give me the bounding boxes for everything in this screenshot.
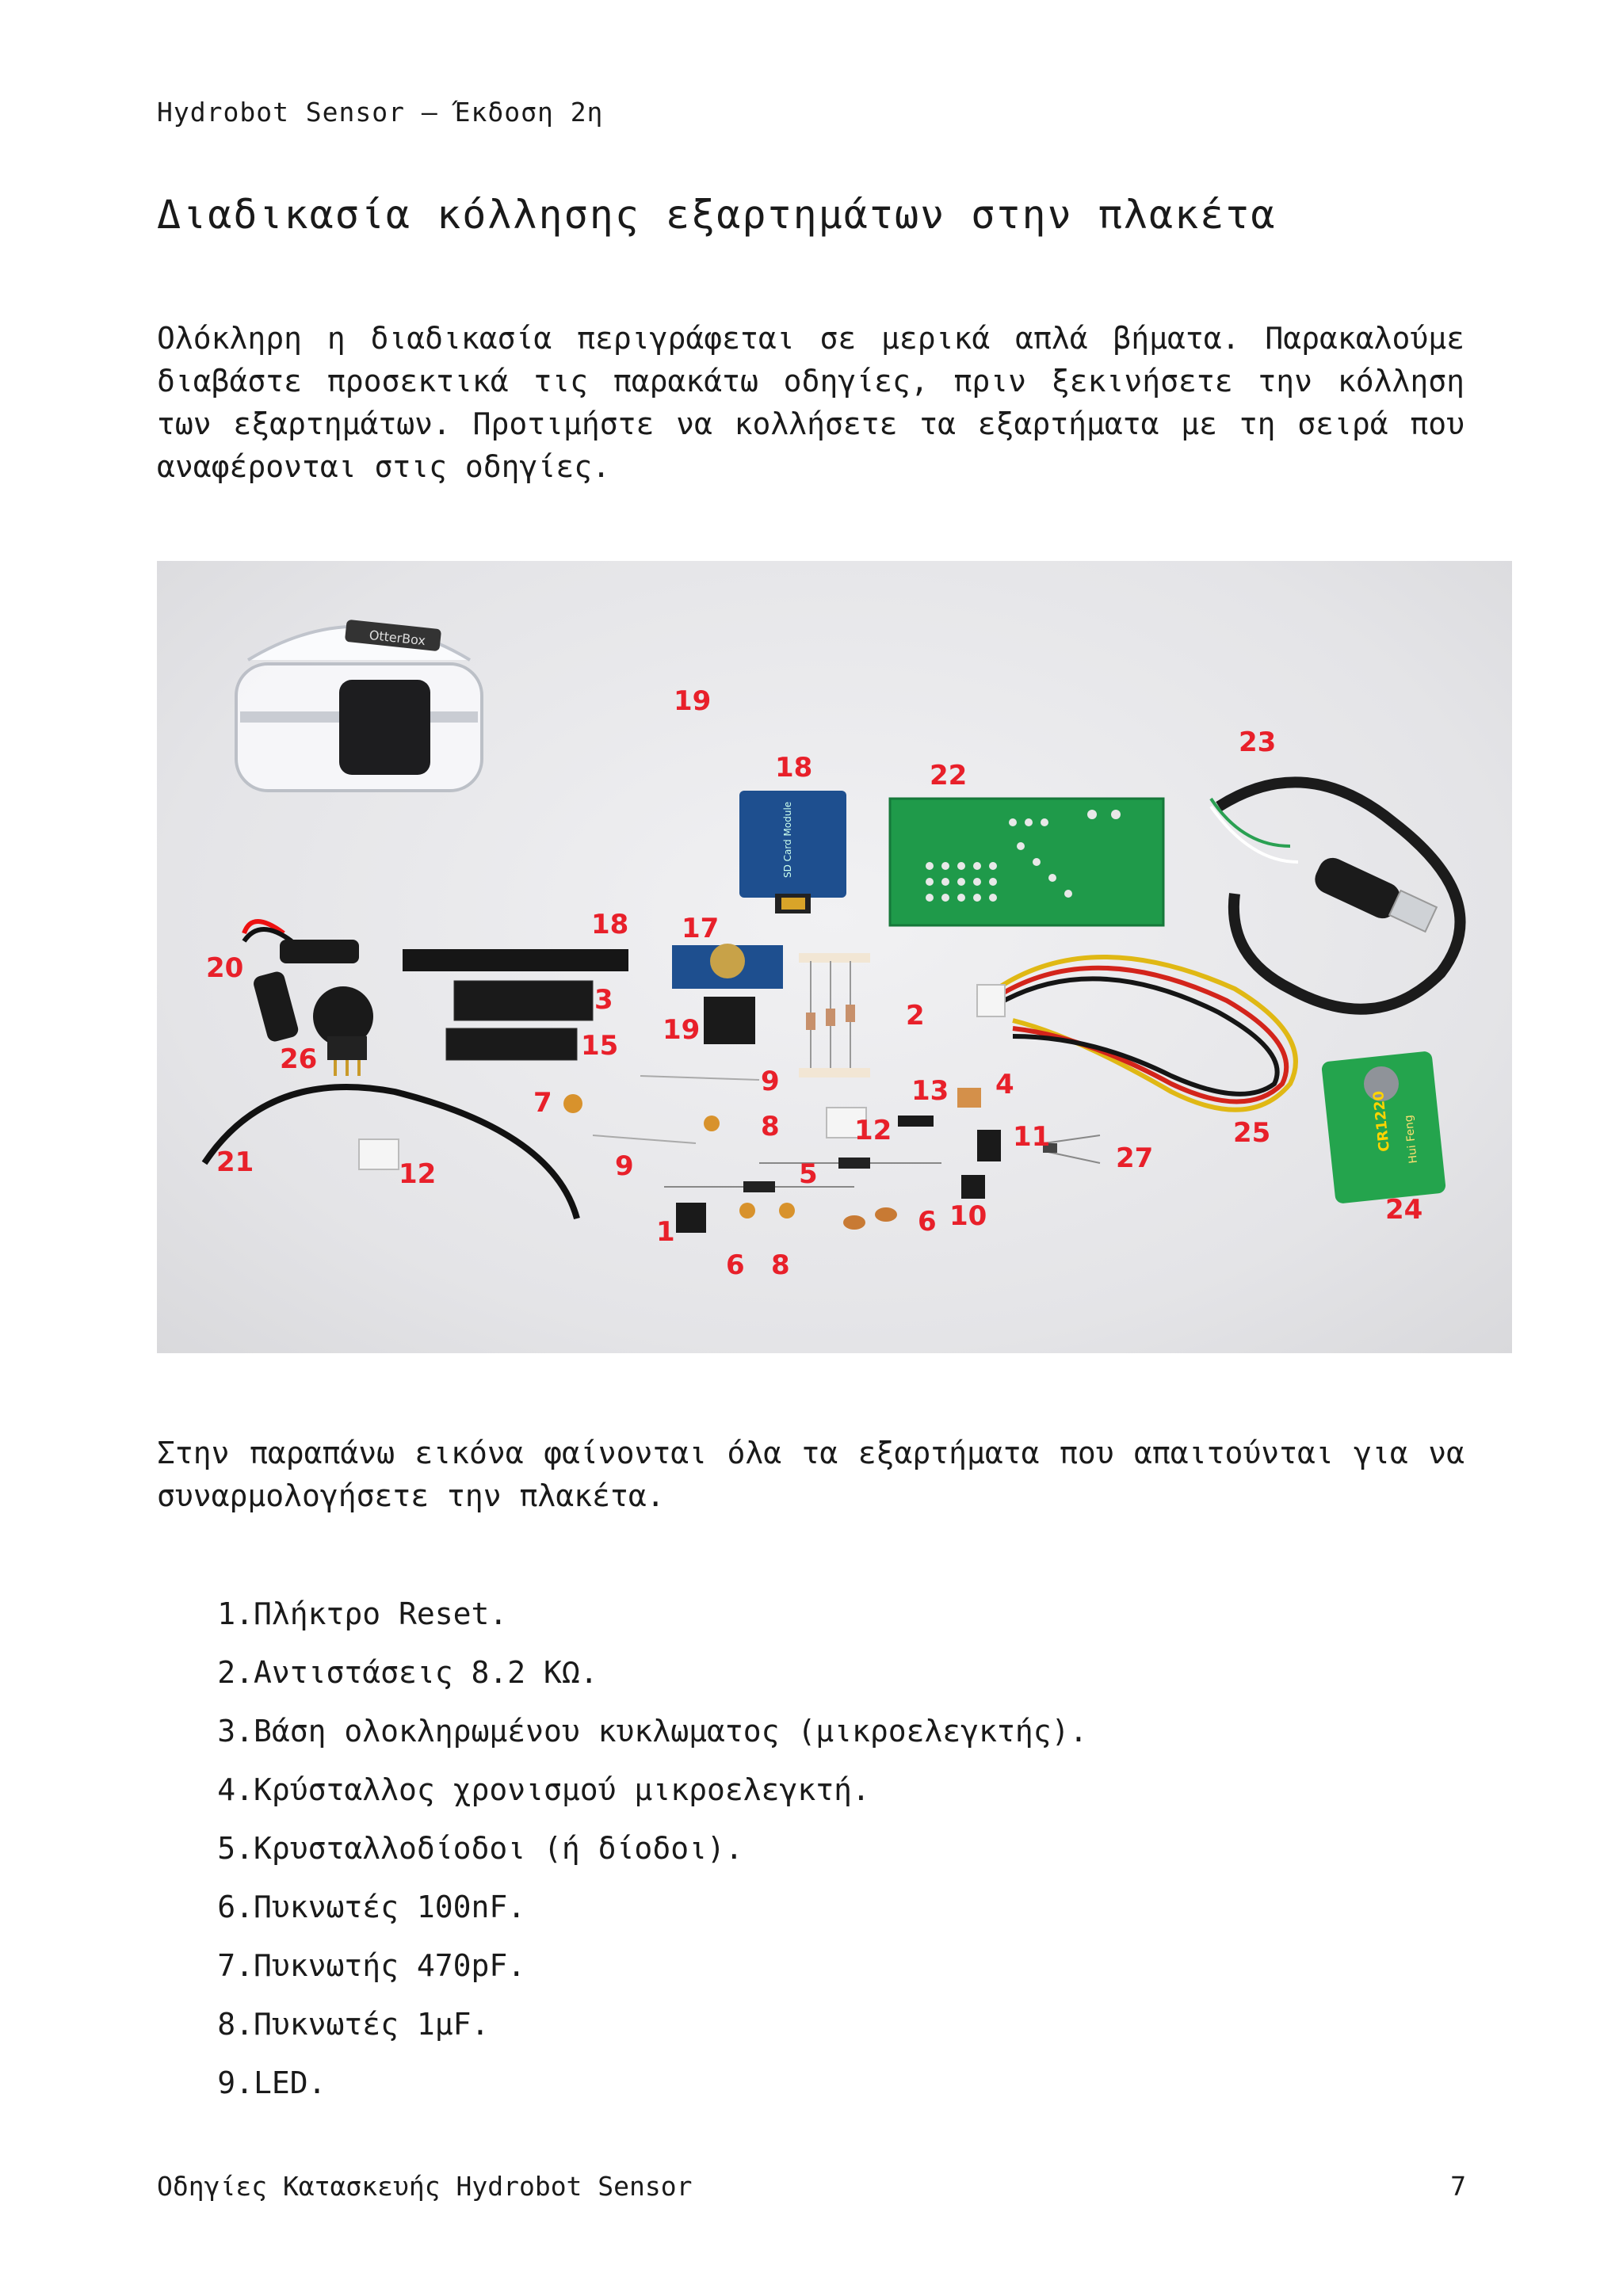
usb-cable [1211,782,1461,1009]
list-number: 5. [217,1831,254,1866]
intro-paragraph: Ολόκληρη η διαδικασία περιγράφεται σε μερικά απλά βήματα. Παρακαλούμε διαβάστε προσεκτικά τις παρακάτω οδηγίες, πριν ξεκινήσετε την κόλληση των εξαρτημάτων. Προτιμήστε να κολλήσετε τα εξαρτήματα με τη σειρά που αναφέρονται στις οδηγίες. [157,321,1465,484]
photo-label: 15 [581,1030,619,1062]
photo-label: 10 [949,1200,987,1232]
photo-label: 1 [656,1216,675,1248]
list-number: 4. [217,1772,254,1807]
list-item [198,1827,1087,1886]
running-header: Hydrobot Sensor – Έκδοση 2η [157,97,604,128]
photo-label: 24 [1385,1194,1423,1226]
leds [593,1076,759,1143]
photo-label: 7 [533,1087,552,1119]
list-item [198,2003,1087,2061]
list-text: Κρύσταλλος χρονισμού μικροελεγκτή. [254,1772,870,1807]
photo-label: 12 [854,1115,892,1146]
components-list [198,1592,1087,2120]
list-text: Αντιστάσεις 8.2 ΚΩ. [254,1655,598,1690]
footer-title: Οδηγίες Κατασκευής Hydrobot Sensor [157,2171,693,2202]
list-text: Πλήκτρο Reset. [254,1596,508,1631]
photo-label: 5 [799,1158,818,1190]
caption-paragraph: Στην παραπάνω εικόνα φαίνονται όλα τα εξαρτήματα που απαιτούνται για να συναρμολογήσετε την πλακέτα. [157,1436,1465,1513]
photo-label: 23 [1239,727,1277,758]
list-text: Πυκνωτές 100nF. [254,1890,526,1924]
photo-label: 25 [1233,1117,1271,1149]
photo-label: 27 [1116,1142,1154,1174]
list-item [198,1886,1087,1944]
sd-module-text: SD Card Module [782,801,793,878]
list-number: 1. [217,1596,254,1631]
photo-label: 18 [591,909,629,940]
photo-label: 19 [674,685,712,717]
photo-label: 26 [280,1043,318,1075]
list-item [198,1710,1087,1768]
photo-label: 8 [771,1249,790,1281]
list-number: 8. [217,2007,254,2042]
small-header [898,1116,934,1127]
connector-white [359,1139,399,1169]
photo-label: 13 [911,1075,949,1107]
list-text: Κρυσταλλοδίοδοι (ή δίοδοι). [254,1831,743,1866]
switch-part [977,1130,1001,1161]
temp-sensor [1043,1135,1100,1163]
photo-label: 12 [399,1158,437,1190]
list-item [198,1944,1087,2003]
list-item [198,1592,1087,1651]
regulator-part [961,1175,985,1199]
case-brand: OtterBox [368,627,426,649]
waterproof-case [236,620,482,791]
photo-label: 2 [906,1000,925,1032]
resistors [799,953,870,1077]
sd-card-module [739,791,846,913]
photo-label: 21 [216,1146,254,1178]
list-number: 3. [217,1714,254,1749]
battery-brand: Hui Feng [1402,1114,1420,1165]
coin-battery [1321,1051,1446,1204]
list-number: 9. [217,2065,254,2100]
section-title: Διαδικασία κόλλησης εξαρτημάτων στην πλακέτα [157,192,1277,238]
list-number: 2. [217,1655,254,1690]
page-number: 7 [1450,2171,1466,2202]
list-item [198,2061,1087,2120]
photo-label: 3 [594,984,613,1016]
photo-label: 6 [918,1206,937,1238]
reset-button-part [676,1203,706,1233]
list-item [198,1768,1087,1827]
photo-label: 22 [930,760,968,791]
components-photo [157,561,1512,1353]
list-number: 7. [217,1948,254,1983]
pcb-board [890,799,1163,925]
photo-label: 19 [663,1014,701,1046]
photo-label: 9 [761,1066,780,1097]
photo-label: 8 [761,1111,780,1142]
list-text: Βάση ολοκληρωμένου κυκλωματος (μικροελεγκτής). [254,1714,1088,1749]
colored-wires [977,957,1296,1110]
photo-label: 11 [1013,1121,1051,1153]
components-illustration [157,561,1512,1353]
photo-label: 9 [615,1150,634,1182]
power-jack [313,986,373,1076]
photo-label: 17 [682,913,720,944]
photo-label: 6 [726,1249,745,1281]
battery-model: CR1220 [1370,1089,1393,1153]
list-number: 6. [217,1890,254,1924]
list-text: Πυκνωτής 470pF. [254,1948,526,1983]
photo-label: 18 [775,752,813,784]
photo-label: 20 [206,952,244,984]
list-item [198,1651,1087,1710]
photo-label: 4 [995,1069,1014,1100]
list-text: LED. [254,2065,327,2100]
list-text: Πυκνωτές 1μF. [254,2007,490,2042]
